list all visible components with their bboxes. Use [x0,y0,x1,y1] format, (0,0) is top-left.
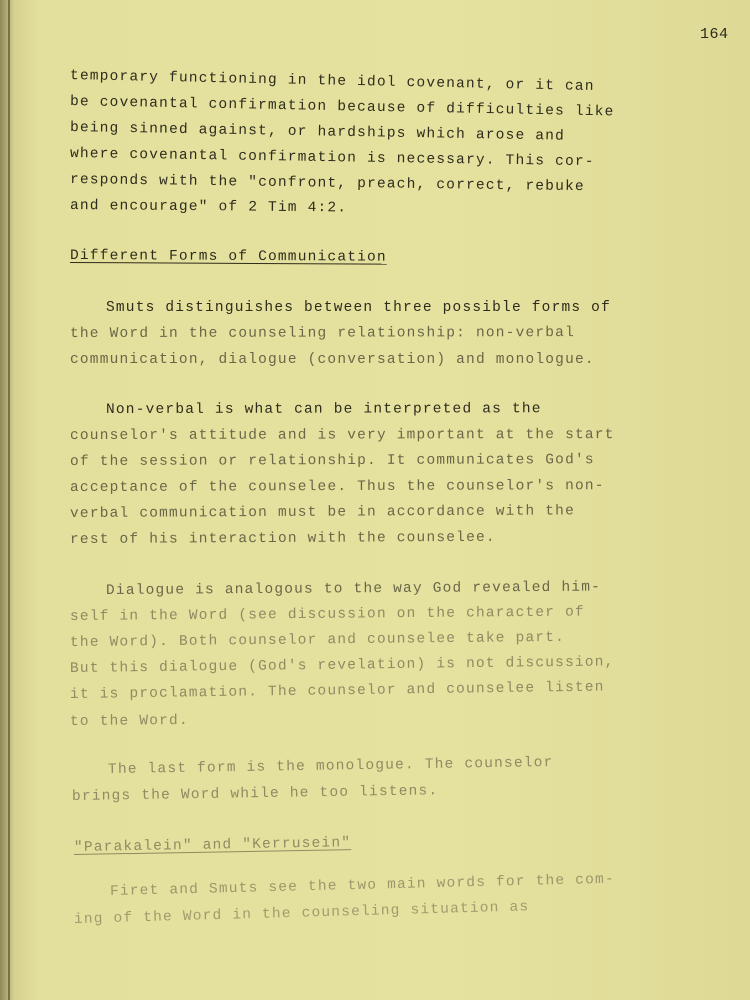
paragraph-4-line: Dialogue is analogous to the way God revealed him- [105,579,602,599]
paragraph-5-line: The last form is the monologue. The counselor [107,755,554,778]
paragraph-1-line: being sinned against, or hardships which arose and [69,120,566,145]
paragraph-3-line: rest of his interaction with the counselee. [69,529,496,548]
paragraph-1-line: and encourage" of 2 Tim 4:2. [69,198,348,217]
book-spine-shadow [8,0,10,1000]
paragraph-4-line: self in the Word (see discussion on the character of [69,604,585,625]
paragraph-3-line: counselor's attitude and is very important at the start [69,427,615,444]
paragraph-2-line: Smuts distinguishes between three possible forms of [106,300,611,316]
page-number: 164 [700,26,729,43]
paragraph-2-line: the Word in the counseling relationship: non-verbal [69,325,575,342]
paragraph-6-line: ing of the Word in the counseling situation as [73,899,530,928]
paragraph-4-line: it is proclamation. The counselor and counselee listen [69,679,605,703]
paragraph-1-line: be covenantal confirmation because of difficulties like [69,94,615,121]
paragraph-1-line: responds with the "confront, preach, correct, rebuke [69,172,585,196]
paragraph-1-line: temporary functioning in the idol covenant, or it can [69,68,595,95]
paragraph-6-line: Firet and Smuts see the two main words for the com- [109,871,616,900]
paragraph-1-line: where covenantal confirmation is necessary. This cor- [69,146,595,171]
paragraph-4-line: But this dialogue (God's revelation) is not discussion, [69,654,615,677]
paragraph-4-line: the Word). Both counselor and counselee take part. [69,629,566,651]
section-heading-different-forms: Different Forms of Communication [69,248,387,266]
section-heading-parakalein: "Parakalein" and "Kerrusein" [73,835,352,856]
paragraph-2-line: communication, dialogue (conversation) and monologue. [70,352,595,368]
paragraph-4-line: to the Word. [69,712,189,730]
paragraph-5-line: brings the Word while he too listens. [71,783,439,805]
paragraph-3-line: verbal communication must be in accordance with the [69,503,576,522]
paragraph-3-line: acceptance of the counselee. Thus the counselor's non- [69,478,605,496]
paragraph-3-line: of the session or relationship. It communicates God's [69,452,595,470]
paragraph-3-line: Non-verbal is what can be interpreted as the [105,401,542,418]
